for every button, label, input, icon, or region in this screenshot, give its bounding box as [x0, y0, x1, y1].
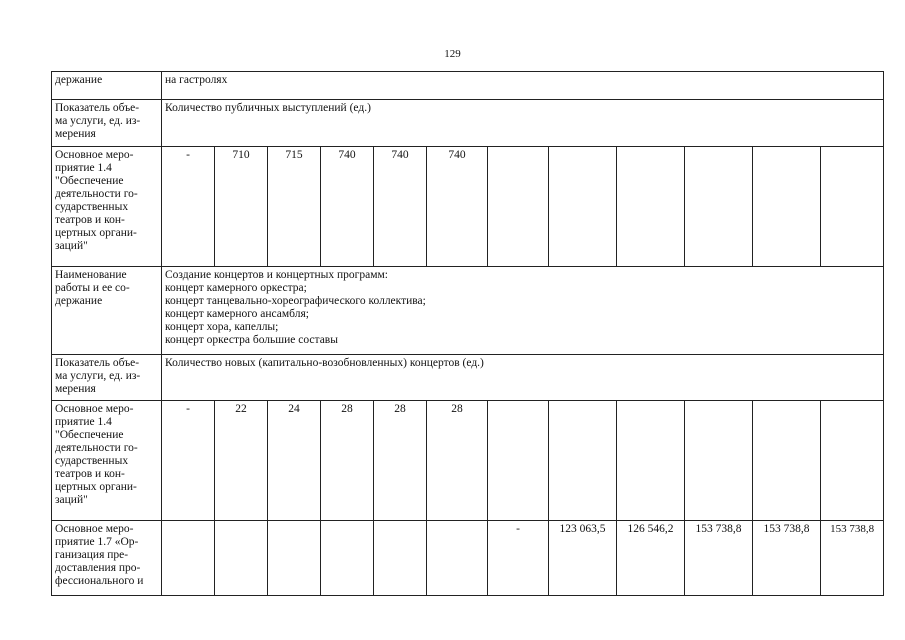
value-cell [268, 521, 321, 596]
value-cell [753, 147, 821, 267]
row-text: на гастролях [162, 72, 884, 100]
value-cell [753, 401, 821, 521]
value-cell [162, 521, 215, 596]
value-cell: 715 [268, 147, 321, 267]
value-cell [488, 401, 549, 521]
value-cell: 126 546,2 [617, 521, 685, 596]
row-measure-1-4-a [52, 147, 884, 267]
list-line: концерт камерного оркестра; [165, 282, 307, 294]
row-work-name [52, 267, 884, 355]
row-measure-1-7 [52, 521, 884, 596]
value-cell: 28 [321, 401, 374, 521]
list-line: концерт камерного ансамбля; [165, 308, 309, 320]
value-cell: 28 [427, 401, 488, 521]
program-table [51, 71, 884, 596]
row-content-tail [52, 72, 884, 100]
row-label: Показатель объе- ма услуги, ед. из- мерения [52, 100, 162, 147]
list-line: Создание концертов и концертных программ: [165, 269, 388, 281]
value-cell [617, 147, 685, 267]
row-label: Основное меро- приятие 1.4 "Обеспечение деятельности го- сударственных театров и кон- цертных органи- заций" [52, 147, 162, 267]
list-line: концерт хора, капеллы; [165, 321, 279, 333]
value-cell: 740 [321, 147, 374, 267]
value-cell: 123 063,5 [549, 521, 617, 596]
value-cell [821, 147, 884, 267]
value-cell: 22 [215, 401, 268, 521]
row-list [162, 267, 884, 355]
value-cell [549, 147, 617, 267]
value-cell [215, 521, 268, 596]
value-cell: - [488, 521, 549, 596]
row-text: Количество публичных выступлений (ед.) [162, 100, 884, 147]
value-cell [321, 521, 374, 596]
row-text: Количество новых (капитально-возобновленных) концертов (ед.) [162, 355, 884, 401]
value-cell: 153 738,8 [753, 521, 821, 596]
value-cell [374, 521, 427, 596]
value-cell: 710 [215, 147, 268, 267]
page-number: 129 [444, 48, 461, 60]
row-measure-1-4-b [52, 401, 884, 521]
value-cell: - [162, 401, 215, 521]
value-cell: 24 [268, 401, 321, 521]
value-cell: 153 738,8 [685, 521, 753, 596]
row-indicator-performances [52, 100, 884, 147]
list-line: концерт оркестра большие составы [165, 334, 338, 346]
list-line: концерт танцевально-хореографического коллектива; [165, 295, 426, 307]
value-cell [685, 147, 753, 267]
row-label: Показатель объе- ма услуги, ед. из- мерения [52, 355, 162, 401]
value-cell: 740 [374, 147, 427, 267]
value-cell [549, 401, 617, 521]
value-cell: 153 738,8 [821, 521, 884, 596]
row-label: держание [52, 72, 162, 100]
value-cell [427, 521, 488, 596]
row-label: Наименование работы и ее со- держание [52, 267, 162, 355]
value-cell [685, 401, 753, 521]
row-label: Основное меро- приятие 1.4 "Обеспечение деятельности го- сударственных театров и кон- цертных органи- заций" [52, 401, 162, 521]
row-indicator-new-concerts [52, 355, 884, 401]
row-label: Основное меро- приятие 1.7 «Ор- ганизация пре- доставления про- фессионального и [52, 521, 162, 596]
value-cell [488, 147, 549, 267]
value-cell: 740 [427, 147, 488, 267]
value-cell: 28 [374, 401, 427, 521]
value-cell: - [162, 147, 215, 267]
value-cell [617, 401, 685, 521]
value-cell [821, 401, 884, 521]
